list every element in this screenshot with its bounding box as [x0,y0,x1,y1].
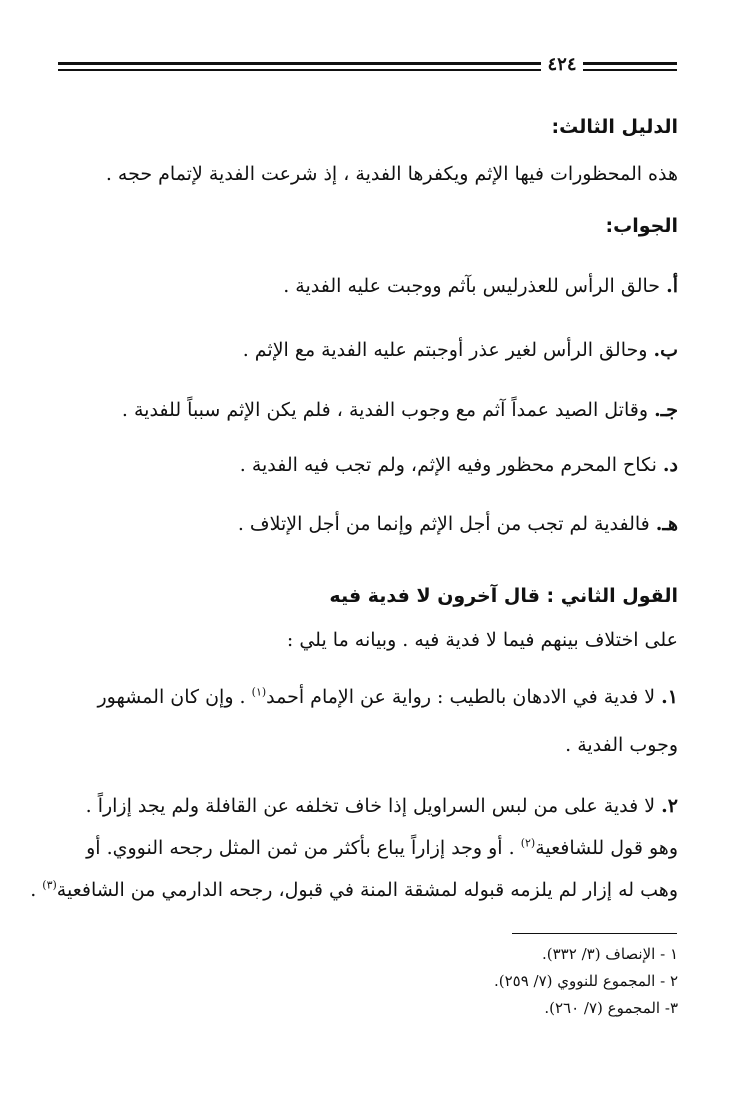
header-rule [583,62,677,65]
header-rule [58,62,541,65]
list-item [70,336,678,364]
list-item [70,451,678,479]
page-number: ٤٢٤ [547,54,577,75]
list-marker: د. [662,454,678,476]
list-item-text: . أو وجد إزاراً يباع بأكثر من ثمن المثل رجحه النووي. أو [86,837,515,859]
footnote: ٢ - المجموع للنووي (٧/ ٢٥٩). [493,972,678,990]
list-item [70,510,678,538]
list-item-text: وحالق الرأس لغير عذر أوجبتم عليه الفدية مع الإثم . [242,339,648,361]
footnote-separator [512,933,677,934]
list-marker: هـ. [655,513,678,535]
list-item [70,396,678,424]
list-item [70,792,678,820]
list-item-text: . وإن كان المشهور [97,686,246,708]
footnote-ref: (٣) [42,878,57,892]
list-item-text: فالفدية لم تجب من أجل الإثم وإنما من أجل الإتلاف . [237,513,650,535]
list-item-text: لا فدية في الادهان بالطيب : رواية عن الإمام أحمد [266,686,656,708]
list-item-continuation: وجوب الفدية . [565,734,678,756]
list-item-continuation [30,876,678,904]
list-item-text: وقاتل الصيد عمداً آثم مع وجوب الفدية ، فلم يكن الإثم سبباً للفدية . [121,399,649,421]
list-item-text: وهب له إزار لم يلزمه قبوله لمشقة المنة في قبول، رجحه الدارمي من الشافعية [56,879,678,901]
list-item-text: حالق الرأس للعذرليس بآثم ووجبت عليه الفدية . [283,275,661,297]
list-marker: ١. [661,686,678,708]
list-marker: ب. [653,339,678,361]
header-rule [583,69,677,71]
footnote-ref: (٢) [520,836,536,850]
footnote: ١ - الإنصاف (٣/ ٣٣٢). [542,945,678,963]
list-marker: أ. [666,275,678,297]
list-item-text: لا فدية على من لبس السراويل إذا خاف تخلفه عن القافلة ولم يجد إزاراً . [85,795,656,817]
footnote: ٣- المجموع (٧/ ٢٦٠). [544,999,678,1017]
list-item-text: وهو قول للشافعية [535,837,678,859]
list-item-text: . [30,879,37,901]
list-item-continuation [70,834,678,862]
section-heading: الجواب: [605,215,678,237]
section-heading: القول الثاني : قال آخرون لا فدية فيه [329,585,678,607]
paragraph: هذه المحظورات فيها الإثم ويكفرها الفدية ، إذ شرعت الفدية لإتمام حجه . [105,163,678,185]
header-rule [58,69,541,71]
list-marker: ٢. [661,795,678,817]
list-item-text: نكاح المحرم محظور وفيه الإثم، ولم تجب فيه الفدية . [239,454,657,476]
list-item [70,683,678,711]
list-item [70,272,678,300]
section-heading: الدليل الثالث: [551,116,678,138]
footnote-ref: (١) [251,685,267,699]
list-marker: جـ. [654,399,678,421]
paragraph: على اختلاف بينهم فيما لا فدية فيه . وبيانه ما يلي : [286,629,678,651]
